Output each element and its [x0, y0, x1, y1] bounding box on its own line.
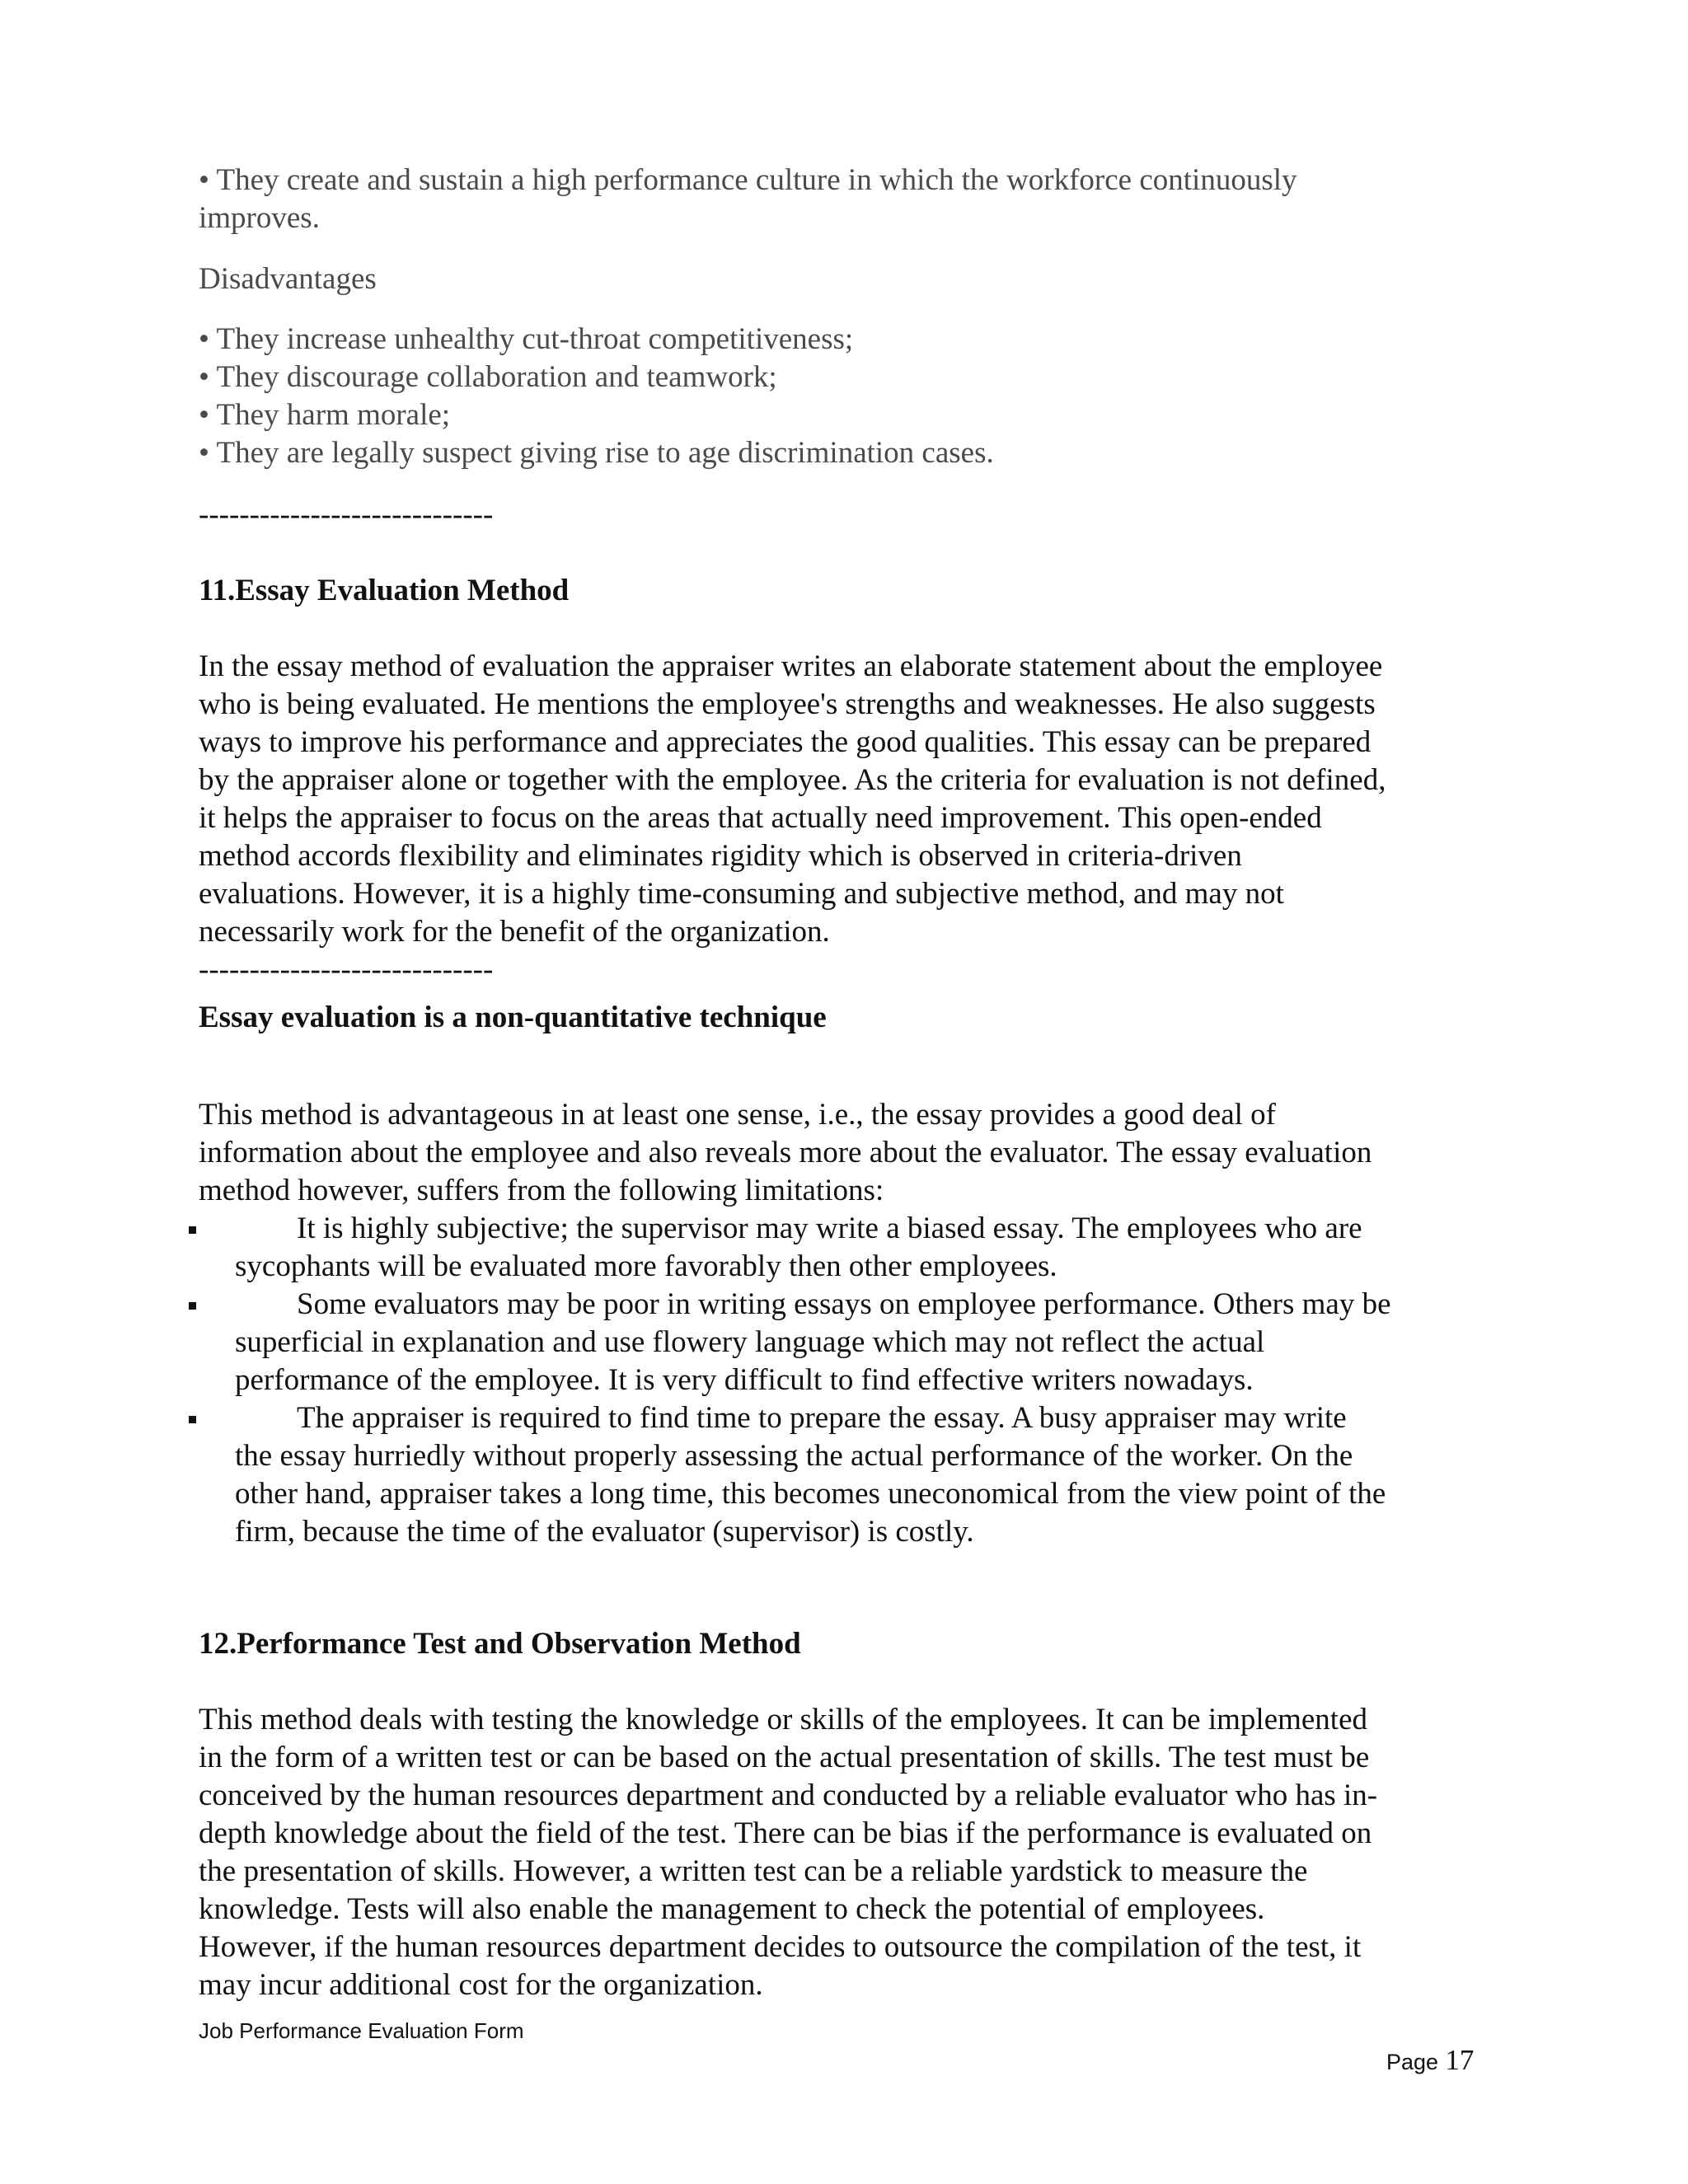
paragraph-line: This method is advantageous in at least one sense, i.e., the essay provides a good deal of: [199, 1098, 1276, 1132]
limitation-item-line: performance of the employee. It is very difficult to find effective writers nowadays.: [235, 1363, 1254, 1397]
page-number: [1386, 2044, 1474, 2079]
paragraph-line: This method deals with testing the knowledge or skills of the employees. It can be implemented: [199, 1703, 1368, 1736]
paragraph-line: information about the employee and also reveals more about the evaluator. The essay evaluation: [199, 1136, 1372, 1169]
limitation-item: It is highly subjective; the supervisor may write a biased essay. The employees who are: [297, 1212, 1362, 1245]
section-heading-performance: 12.Performance Test and Observation Method: [199, 1627, 801, 1661]
paragraph-line: necessarily work for the benefit of the organization.: [199, 915, 830, 949]
paragraph-line: However, if the human resources department decides to outsource the compilation of the test, it: [199, 1930, 1362, 1964]
section-divider: -----------------------------: [199, 498, 494, 532]
page-label: Page: [1386, 2050, 1439, 2074]
paragraph-line: conceived by the human resources department and conducted by a reliable evaluator who has in-: [199, 1779, 1378, 1812]
limitation-item-line: other hand, appraiser takes a long time, this becomes uneconomical from the view point of the: [235, 1477, 1386, 1511]
advantage-bullet-line: • They create and sustain a high performance culture in which the workforce continuously: [199, 163, 1297, 197]
square-bullet-icon: [189, 1416, 196, 1423]
advantage-bullet-line: improves.: [199, 201, 320, 235]
limitation-item-line: the essay hurriedly without properly assessing the actual performance of the worker. On the: [235, 1439, 1353, 1473]
disadvantage-item: • They increase unhealthy cut-throat competitiveness;: [199, 322, 854, 356]
square-bullet-icon: [189, 1302, 196, 1310]
disadvantage-item: • They are legally suspect giving rise to age discrimination cases.: [199, 436, 994, 470]
limitation-item: Some evaluators may be poor in writing essays on employee performance. Others may be: [297, 1287, 1391, 1321]
section-divider: -----------------------------: [199, 953, 494, 987]
limitation-item: The appraiser is required to find time to prepare the essay. A busy appraiser may write: [297, 1401, 1347, 1435]
limitation-item-line: sycophants will be evaluated more favorably then other employees.: [235, 1249, 1057, 1283]
paragraph-line: method however, suffers from the following limitations:: [199, 1174, 884, 1207]
disadvantage-item: • They discourage collaboration and teamwork;: [199, 360, 777, 394]
paragraph-line: depth knowledge about the field of the test. There can be bias if the performance is evaluated on: [199, 1816, 1372, 1850]
paragraph-line: In the essay method of evaluation the appraiser writes an elaborate statement about the employee: [199, 649, 1383, 683]
disadvantages-heading: Disadvantages: [199, 262, 377, 296]
paragraph-line: in the form of a written test or can be based on the actual presentation of skills. The test must be: [199, 1741, 1370, 1774]
footer-title: Job Performance Evaluation Form: [199, 2018, 524, 2043]
paragraph-line: the presentation of skills. However, a written test can be a reliable yardstick to measure the: [199, 1854, 1308, 1888]
square-bullet-icon: [189, 1226, 196, 1234]
paragraph-line: ways to improve his performance and appreciates the good qualities. This essay can be prepared: [199, 725, 1372, 759]
page-number-value: 17: [1445, 2044, 1475, 2076]
paragraph-line: method accords flexibility and eliminates rigidity which is observed in criteria-driven: [199, 839, 1242, 873]
disadvantage-item: • They harm morale;: [199, 398, 451, 432]
paragraph-line: it helps the appraiser to focus on the areas that actually need improvement. This open-ended: [199, 801, 1322, 835]
paragraph-line: evaluations. However, it is a highly time-consuming and subjective method, and may not: [199, 877, 1284, 911]
paragraph-line: by the appraiser alone or together with the employee. As the criteria for evaluation is not defined,: [199, 763, 1386, 797]
section-heading-essay: 11.Essay Evaluation Method: [199, 574, 570, 607]
paragraph-line: knowledge. Tests will also enable the management to check the potential of employees.: [199, 1892, 1265, 1926]
paragraph-line: who is being evaluated. He mentions the employee's strengths and weaknesses. He also suggests: [199, 687, 1376, 721]
limitation-item-line: firm, because the time of the evaluator (supervisor) is costly.: [235, 1515, 974, 1549]
paragraph-line: may incur additional cost for the organization.: [199, 1968, 763, 2002]
limitation-item-line: superficial in explanation and use flowery language which may not reflect the actual: [235, 1325, 1265, 1359]
subheading-non-quantitative: Essay evaluation is a non-quantitative technique: [199, 1001, 827, 1034]
